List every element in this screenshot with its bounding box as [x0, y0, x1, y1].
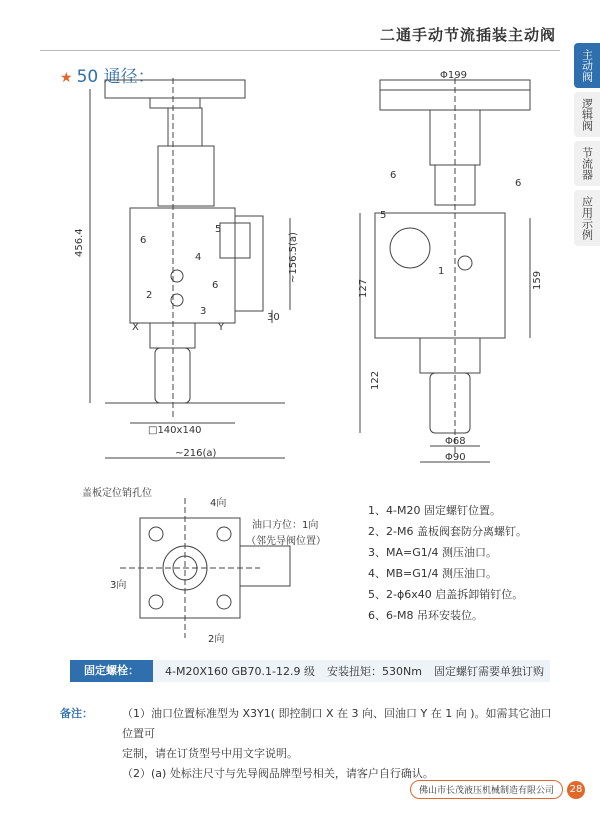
note-item: 3、MA=G1/4 测压油口。 — [368, 546, 497, 559]
side-cover-boss — [390, 228, 430, 268]
dim-30: 30 — [267, 312, 280, 323]
bolt-spec-bar — [70, 660, 550, 682]
section-title-text: 50 通径： — [76, 67, 155, 87]
port-y: Y — [218, 322, 225, 333]
side-tab-active-valve[interactable]: 主动阀 — [574, 43, 600, 88]
dim-square: □140x140 — [148, 425, 202, 436]
dim-122: 122 — [370, 370, 381, 390]
side-gauge — [458, 256, 472, 270]
port-x: X — [132, 322, 139, 333]
bolt-torque: 安装扭矩：530Nm — [327, 665, 422, 678]
side-cartridge — [420, 338, 480, 373]
dim-diameter-68: Φ68 — [445, 436, 466, 447]
remark-item: （1）油口位置标准型为 X3Y1( 即控制口 X 在 3 向、回油口 Y 在 1 向 )。如需其它油口位置可 — [122, 707, 552, 740]
dim-127: 127 — [358, 278, 369, 298]
dim-overall-width: ~216(a) — [175, 448, 217, 459]
plan-bolt-2 — [217, 527, 231, 541]
label-dir-4: 4向 — [210, 498, 227, 509]
notes-list — [368, 500, 578, 626]
side-tab-application[interactable]: 应用示例 — [574, 190, 600, 246]
note-item: 5、2-ϕ6x40 启盖拆卸销钉位。 — [368, 588, 524, 601]
callout-front-6b: 6 — [212, 280, 219, 291]
remark-item: （2）(a) 处标注尺寸与先导阀品牌型号相关，请客户自行确认。 — [122, 767, 434, 780]
dim-diameter-90: Φ90 — [445, 452, 466, 463]
note-item: 1、4-M20 固定螺钉位置。 — [368, 504, 501, 517]
callout-side-6b: 6 — [515, 178, 522, 189]
callout-front-2: 2 — [146, 290, 153, 301]
callout-side-5: 5 — [380, 210, 387, 221]
plan-bolt-1 — [149, 527, 163, 541]
header-divider — [40, 50, 560, 51]
valve-plan-view — [60, 488, 360, 650]
footer-company: 佛山市长茂液压机械制造有限公司 — [410, 780, 563, 799]
page-footer — [410, 780, 585, 799]
label-dir-3: 3向 — [110, 580, 127, 591]
plan-pilot-valve — [240, 546, 290, 586]
side-cartridge-body — [430, 373, 470, 433]
callout-front-5: 5 — [215, 224, 222, 235]
label-oil-port: 油口方位：1向 — [252, 520, 319, 531]
star-icon: ★ — [60, 70, 73, 86]
remarks-label: 备注： — [60, 707, 93, 720]
dim-pilot-height: ~156.5(a) — [288, 232, 299, 283]
note-item: 4、MB=G1/4 测压油口。 — [368, 567, 497, 580]
callout-side-1: 1 — [438, 266, 445, 277]
dim-total-height: 456.4 — [74, 228, 85, 257]
front-stem-mid — [158, 146, 214, 206]
label-dir-2: 2向 — [208, 634, 225, 645]
callout-front-6: 6 — [140, 235, 147, 246]
bolt-label: 固定螺栓： — [70, 660, 153, 682]
plan-bolt-3 — [149, 595, 163, 609]
front-pilot-valve — [235, 216, 263, 311]
page-header-title: 二通手动节流插装主动阀 — [379, 26, 556, 44]
callout-front-3: 3 — [200, 306, 207, 317]
bolt-note: 固定螺钉需要单独订购 — [433, 665, 544, 678]
front-handwheel-hub — [150, 98, 200, 108]
remark-item: 定制，请在订货型号中用文字说明。 — [122, 747, 298, 760]
side-tab-strip — [570, 43, 600, 250]
callout-side-6a: 6 — [390, 170, 397, 181]
label-pilot-pos: （邻先导阀位置） — [246, 536, 326, 547]
dim-side-diameter-199: Φ199 — [440, 70, 467, 81]
note-item: 6、6-M8 吊环安装位。 — [368, 609, 483, 622]
remarks-section — [60, 704, 560, 784]
side-tab-throttle[interactable]: 节流器 — [574, 141, 600, 186]
bolt-spec: 4-M20X160 GB70.1-12.9 级 — [165, 665, 316, 678]
note-item: 2、2-M6 盖板阀套防分离螺钉。 — [368, 525, 527, 538]
page-number: 28 — [567, 781, 585, 799]
side-tab-logic-valve[interactable]: 逻辑阀 — [574, 92, 600, 137]
plan-bolt-4 — [217, 595, 231, 609]
dim-159: 159 — [532, 270, 543, 290]
label-cover-pin-hole: 盖板定位销孔位 — [82, 488, 152, 499]
front-handwheel-top — [105, 80, 245, 98]
callout-front-4: 4 — [195, 252, 202, 263]
